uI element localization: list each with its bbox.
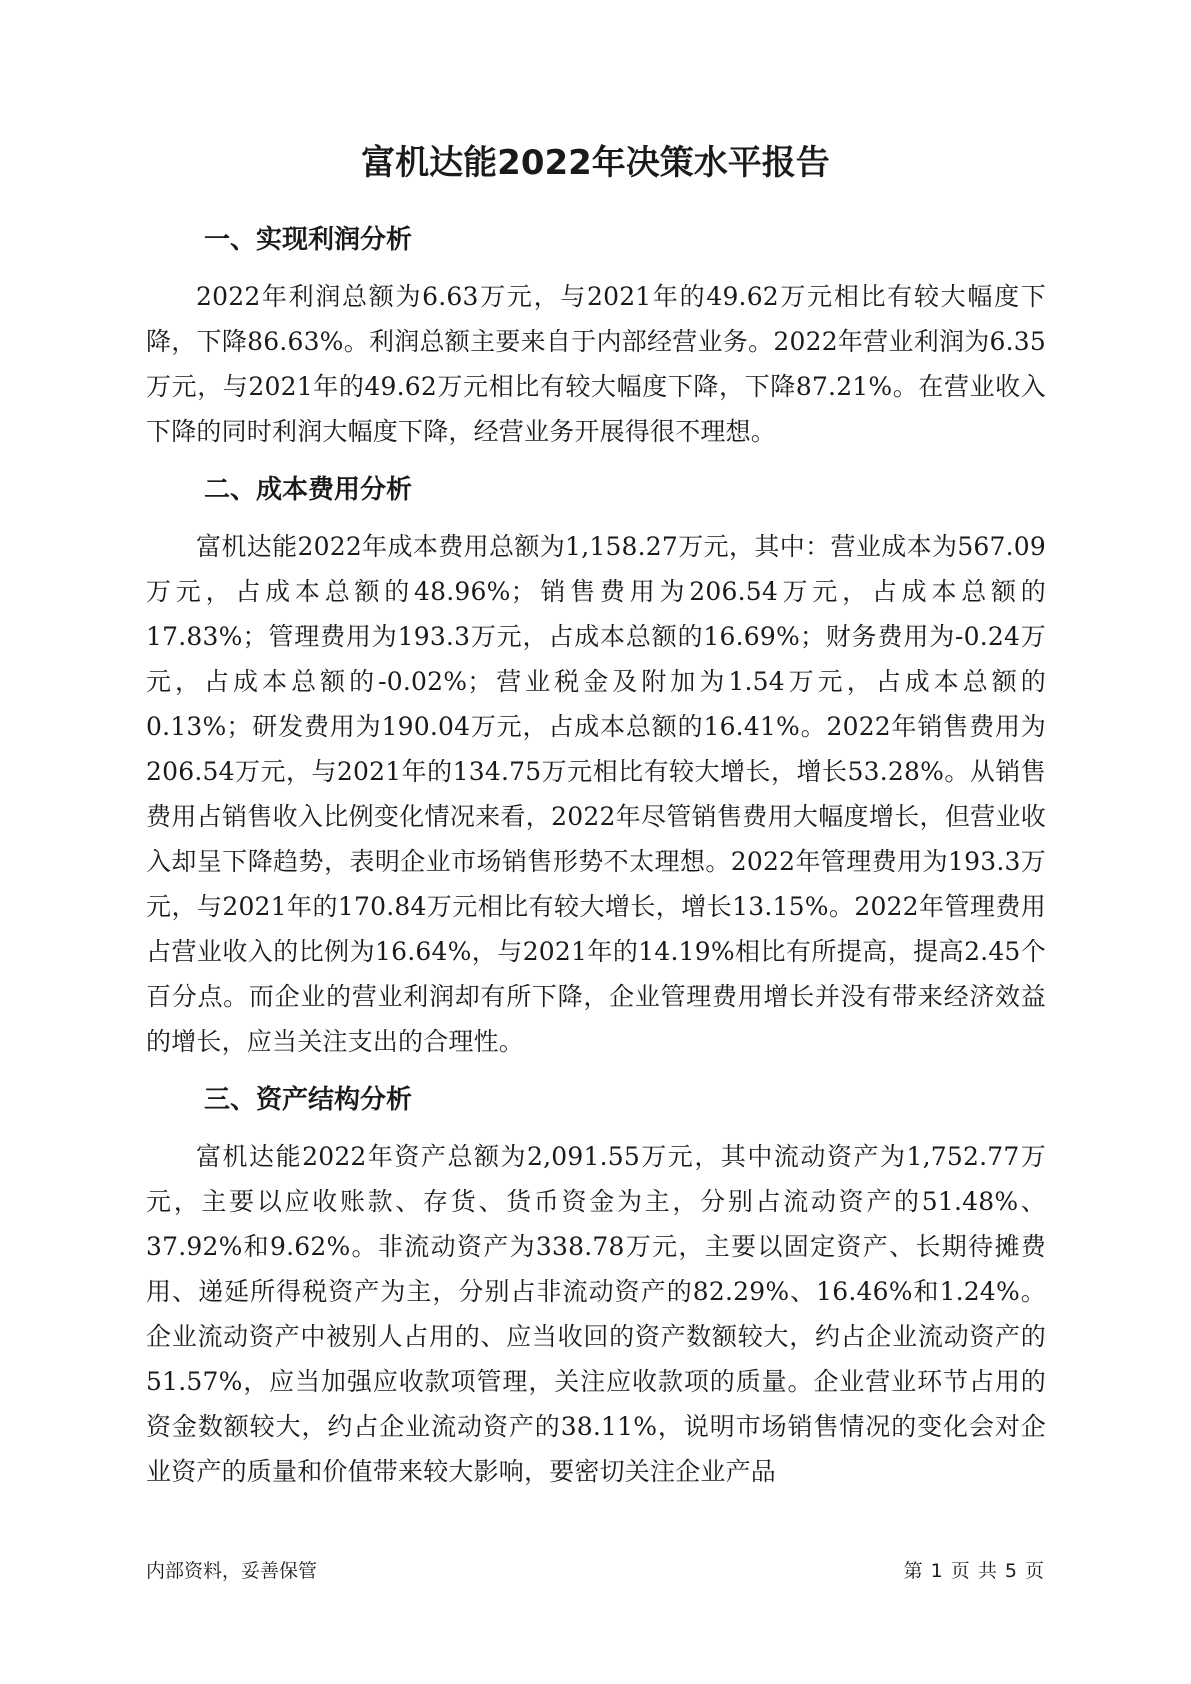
section-profit-analysis <box>146 222 1046 454</box>
section-paragraph: 富机达能2022年资产总额为2,091.55万元，其中流动资产为1,752.77万元，主要以应收账款、存货、货币资金为主，分别占流动资产的51.48%、37.92%和9.62%。非流动资产为338.78万元，主要以固定资产、长期待摊费用、递延所得税资产为主，分别占非流动资产的82.29%、16.46%和1.24%。企业流动资产中被别人占用的、应当收回的资产数额较大，约占企业流动资产的51.57%，应当加强应收款项管理，关注应收款项的质量。企业营业环节占用的资金数额较大，约占企业流动资产的38.11%，说明市场销售情况的变化会对企业资产的质量和价值带来较大影响，要密切关注企业产品 <box>146 1142 1046 1486</box>
section-paragraph: 2022年利润总额为6.63万元，与2021年的49.62万元相比有较大幅度下降，下降86.63%。利润总额主要来自于内部经营业务。2022年营业利润为6.35万元，与2021年的49.62万元相比有较大幅度下降，下降87.21%。在营业收入下降的同时利润大幅度下降，经营业务开展得很不理想。 <box>146 282 1046 446</box>
section-heading: 三、资产结构分析 <box>204 1085 413 1115</box>
document-title: 富机达能2022年决策水平报告 <box>361 143 830 183</box>
section-asset-structure-analysis <box>146 1082 1046 1494</box>
section-heading: 一、实现利润分析 <box>204 225 413 255</box>
footer-page-number: 第 1 页 共 5 页 <box>903 1560 1045 1582</box>
section-paragraph: 富机达能2022年成本费用总额为1,158.27万元，其中：营业成本为567.09万元，占成本总额的48.96%；销售费用为206.54万元，占成本总额的17.83%；管理费用为193.3万元，占成本总额的16.69%；财务费用为-0.24万元，占成本总额的-0.02%；营业税金及附加为1.54万元，占成本总额的0.13%；研发费用为190.04万元，占成本总额的16.41%。2022年销售费用为206.54万元，与2021年的134.75万元相比有较大增长，增长53.28%。从销售费用占销售收入比例变化情况来看，2022年尽管销售费用大幅度增长，但营业收入却呈下降趋势，表明企业市场销售形势不太理想。2022年管理费用为193.3万元，与2021年的170.84万元相比有较大增长，增长13.15%。2022年管理费用占营业收入的比例为16.64%，与2021年的14.19%相比有所提高，提高2.45个百分点。而企业的营业利润却有所下降，企业管理费用增长并没有带来经济效益的增长，应当关注支出的合理性。 <box>146 532 1046 1056</box>
footer-confidential-note: 内部资料，妥善保管 <box>146 1560 318 1582</box>
section-cost-analysis <box>146 472 1046 1064</box>
section-heading: 二、成本费用分析 <box>204 475 413 505</box>
document-body <box>146 222 1046 1512</box>
